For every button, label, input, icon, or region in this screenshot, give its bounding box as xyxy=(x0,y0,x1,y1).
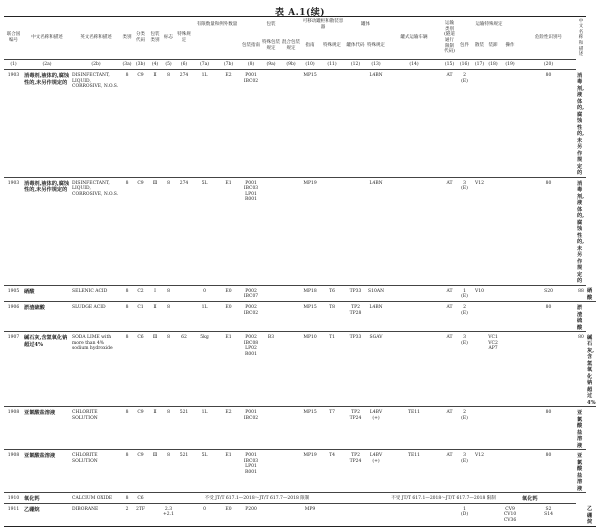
col-special-provisions: 特殊规定 xyxy=(175,17,193,60)
cell-class: 8 xyxy=(121,493,133,504)
cell-labels: 8 xyxy=(162,332,175,407)
cell-limited-qty: 5kg xyxy=(193,332,216,407)
cell-st-packages: 3 (E) xyxy=(457,177,472,285)
cell-tank-code: TP2 TP24 xyxy=(345,407,366,450)
cell-special-provisions: 274 xyxy=(175,70,193,178)
cell-excepted-qty: E0 xyxy=(216,302,241,332)
cell-st-packages: 1 (E) xyxy=(457,285,472,302)
col-transport-category: 运输类别(隧道通行限制代码) xyxy=(442,17,457,60)
cell-class: 8 xyxy=(121,332,133,407)
cell-un-number: 1910 xyxy=(4,493,23,504)
table-row xyxy=(4,407,596,450)
cell-st-loading xyxy=(487,302,499,332)
cell-name-cn: 氧化钙 xyxy=(23,493,71,504)
cell-special-provisions: 62 xyxy=(175,332,193,407)
page-title: 表 A.1(续) xyxy=(274,8,326,18)
cell-tank-code xyxy=(345,70,366,178)
not-subject-note: 不受 JT/T 617.1—2018～JT/T 617.7—2018 限制 xyxy=(148,493,366,504)
cell-name-en: DIBORANE xyxy=(71,503,121,526)
cell-labels: 8 xyxy=(162,450,175,493)
cell-vehicle xyxy=(386,503,442,526)
cell-mixed-packing xyxy=(281,70,301,178)
cell-st-bulk xyxy=(472,407,487,450)
dangerous-goods-table xyxy=(4,16,596,527)
cell-excepted-qty: E0 xyxy=(216,285,241,302)
cell-portable-special xyxy=(319,503,345,526)
table-row xyxy=(4,70,596,178)
cell-portable-special: T4 xyxy=(319,450,345,493)
cell-vehicle xyxy=(386,70,442,178)
cell-packing-instructions: P001 IBC03 LP01 R001 xyxy=(241,450,261,493)
table-body xyxy=(4,70,596,527)
cell-portable-special: T1 xyxy=(319,332,345,407)
col-tank-sp: 特殊规定 xyxy=(367,42,386,48)
cell-limited-qty: 5L xyxy=(193,177,216,285)
cell-packing-group: Ⅲ xyxy=(148,332,162,407)
cell-st-bulk xyxy=(472,302,487,332)
cell-name-en: CHLORITE SOLUTION xyxy=(71,407,121,450)
cell-name-en: CALCIUM OXIDE xyxy=(71,493,121,504)
cell-name-cn-2: 消毒剂,液体的,腐蚀性的,未另作规定的 xyxy=(576,70,586,178)
cell-mixed-packing xyxy=(281,177,301,285)
cell-hazard-id: S20 xyxy=(521,285,576,302)
cell-mixed-packing xyxy=(281,285,301,302)
cell-undefined: 硒酸 xyxy=(586,285,596,302)
cell-transport-category: AT xyxy=(442,302,457,332)
cell-tank-code: TP2 TP24 xyxy=(345,450,366,493)
cell-tank-code: TP33 xyxy=(345,285,366,302)
cell-un-number: 1903 xyxy=(4,177,23,285)
cell-transport-category xyxy=(442,503,457,526)
cell-packing-group: Ⅱ xyxy=(148,302,162,332)
cell-st-operation: CV9 CV10 CV36 xyxy=(499,503,521,526)
cell-limited-qty: 5L xyxy=(193,450,216,493)
cell-class: 8 xyxy=(121,407,133,450)
cell-special-packing xyxy=(261,70,281,178)
cell-portable-special: T7 xyxy=(319,407,345,450)
col-pack-sp: 特殊包装规定 xyxy=(262,39,280,51)
cell-st-operation xyxy=(499,407,521,450)
cell-class-code: C6 xyxy=(133,332,148,407)
cell-st-loading xyxy=(487,503,499,526)
table-row xyxy=(4,503,596,526)
table-row xyxy=(4,302,596,332)
cell-limited-qty: 1L xyxy=(193,302,216,332)
cell-name-en: SLUDGE ACID xyxy=(71,302,121,332)
cell-hazard-id: S2 S14 xyxy=(521,503,576,526)
cell-vehicle xyxy=(386,177,442,285)
col-portable-tank: 可移动罐柜和散装容器 xyxy=(301,17,345,33)
cell-excepted-qty: E0 xyxy=(216,503,241,526)
cell-vehicle: TE11 xyxy=(386,407,442,450)
cell-name-cn: 淤渣硫酸 xyxy=(23,302,71,332)
col-st-bulk: 散装 xyxy=(475,42,485,48)
column-number-row: (1) (2a) (2b) (3a) (3b) (4) (5) (6) (7a) (7b) (8) (9a) (9b) (10) (11) (12) (13) (14) (15) (16) (17) (18) (19) (20) xyxy=(4,60,596,70)
cell-special-packing xyxy=(261,285,281,302)
cell-special-packing xyxy=(261,450,281,493)
cell-vehicle xyxy=(386,302,442,332)
cell-undefined: 碱石灰,含氢氧化钠超过4% xyxy=(586,332,596,407)
cell-st-bulk xyxy=(472,332,487,407)
cell-vehicle xyxy=(386,332,442,407)
cell-portable-instructions: MP15 xyxy=(301,70,319,178)
cell-portable-special xyxy=(319,177,345,285)
cell-mixed-packing xyxy=(281,503,301,526)
cell-packing-group xyxy=(148,503,162,526)
cell-name-en: CHLORITE SOLUTION xyxy=(71,450,121,493)
cell-un-number: 1908 xyxy=(4,450,23,493)
col-vehicle: 罐式运输车辆 xyxy=(386,17,442,60)
cell-un-number: 1903 xyxy=(4,70,23,178)
col-class-code: 分类代码 xyxy=(133,17,148,60)
cell-special-provisions xyxy=(175,285,193,302)
cell-name-cn-2: 80 xyxy=(576,332,586,407)
cell-name-cn-2: 氧化钙 xyxy=(521,493,576,504)
cell-st-bulk: V12 xyxy=(472,450,487,493)
cell-class: 8 xyxy=(121,450,133,493)
cell-packing-group: Ⅲ xyxy=(148,177,162,285)
cell-portable-instructions: MP10 xyxy=(301,332,319,407)
cell-tank-special: L4BN xyxy=(366,302,386,332)
col-st-packages: 包件 xyxy=(460,42,470,48)
cell-tank-special: L4BN xyxy=(366,70,386,178)
cell-special-packing xyxy=(261,177,281,285)
cell-class: 8 xyxy=(121,285,133,302)
cell-transport-category: AT xyxy=(442,332,457,407)
cell-packing-instructions: P200 xyxy=(241,503,261,526)
cell-class: 8 xyxy=(121,302,133,332)
cell-tank-special: S10AN xyxy=(366,285,386,302)
cell-st-operation xyxy=(499,285,521,302)
cell-labels: 2.3 +2.1 xyxy=(162,503,175,526)
cell-special-provisions: 274 xyxy=(175,177,193,285)
col-special-transport: 运输特殊规定 xyxy=(457,17,521,33)
cell-st-bulk: V12 xyxy=(472,177,487,285)
cell-st-bulk xyxy=(472,70,487,178)
col-name-cn: 中文名称和描述 xyxy=(23,17,71,60)
cell-limited-qty: 0 xyxy=(193,503,216,526)
cell-portable-special xyxy=(319,70,345,178)
cell-excepted-qty: E2 xyxy=(216,70,241,178)
cell-un-number: 1908 xyxy=(4,407,23,450)
col-portable-instr: 指南 xyxy=(305,42,315,48)
cell-excepted-qty: E1 xyxy=(216,450,241,493)
cell-hazard-id: 80 xyxy=(521,407,576,450)
cell-name-cn-2 xyxy=(576,503,586,526)
cell-mixed-packing xyxy=(281,332,301,407)
cell-special-provisions xyxy=(175,503,193,526)
cell-transport-category: AT xyxy=(442,70,457,178)
cell-packing-group: Ⅲ xyxy=(148,450,162,493)
cell-tank-special: L4BN xyxy=(366,177,386,285)
col-pack-instr: 包装指南 xyxy=(242,42,260,48)
cell-portable-special: T8 xyxy=(319,302,345,332)
cell-special-provisions: 521 xyxy=(175,407,193,450)
cell-packing-group: Ⅰ xyxy=(148,285,162,302)
cell-name-cn-2: 消毒剂,液体的,腐蚀性的,未另作规定的 xyxy=(576,177,586,285)
cell-packing-group: Ⅱ xyxy=(148,407,162,450)
cell-labels: 8 xyxy=(162,70,175,178)
col-lq-a xyxy=(193,32,216,60)
cell-vehicle xyxy=(386,285,442,302)
cell-portable-instructions: MP15 xyxy=(301,407,319,450)
cell-name-cn-2: 88 xyxy=(576,285,586,302)
not-subject-note: 不受 JT/T 617.1—2018～JT/T 617.7—2018 限制 xyxy=(366,493,521,504)
cell-st-operation xyxy=(499,177,521,285)
cell-special-packing xyxy=(261,302,281,332)
cell-transport-category: AT xyxy=(442,407,457,450)
cell-packing-instructions: P001 IBC03 LP01 R001 xyxy=(241,177,261,285)
cell-special-provisions: 521 xyxy=(175,450,193,493)
cell-special-packing xyxy=(261,407,281,450)
cell-class-code: C9 xyxy=(133,177,148,285)
cell-undefined: 乙硼烷 xyxy=(586,503,596,526)
cell-portable-instructions: MP19 xyxy=(301,450,319,493)
cell-un-number: 1911 xyxy=(4,503,23,526)
col-packing-group: 包装类别 xyxy=(148,17,162,60)
cell-portable-instructions: MP9 xyxy=(301,503,319,526)
cell-class-code: C2 xyxy=(133,285,148,302)
cell-packing-group: Ⅱ xyxy=(148,70,162,178)
cell-name-cn: 消毒剂,液体的,腐蚀性的,未另作规定的 xyxy=(23,177,71,285)
cell-limited-qty: 1L xyxy=(193,407,216,450)
cell-hazard-id xyxy=(521,332,576,407)
cell-name-en: DISINFECTANT, LIQUID, CORROSIVE, N.O.S. xyxy=(71,177,121,285)
table-row xyxy=(4,285,596,302)
cell-name-cn-2: 淤渣硫酸 xyxy=(576,302,586,332)
col-class: 类别 xyxy=(121,17,133,60)
cell-portable-special: T6 xyxy=(319,285,345,302)
cell-name-cn: 亚氯酸盐溶液 xyxy=(23,407,71,450)
cell-tank-code xyxy=(345,503,366,526)
table-row xyxy=(4,332,596,407)
cell-st-bulk xyxy=(472,503,487,526)
cell-labels: 8 xyxy=(162,302,175,332)
cell-hazard-id: 80 xyxy=(521,450,576,493)
cell-tank-code xyxy=(345,177,366,285)
cell-limited-qty: 1L xyxy=(193,70,216,178)
col-labels: 标志 xyxy=(162,17,175,60)
col-st-loading: 装卸 xyxy=(488,42,498,48)
col-portable-sp: 特殊规定 xyxy=(323,42,342,48)
cell-packing-instructions: P002 IBC07 xyxy=(241,285,261,302)
cell-st-loading xyxy=(487,450,499,493)
cell-st-loading xyxy=(487,177,499,285)
cell-packing-instructions: P002 IBC08 LP02 R001 xyxy=(241,332,261,407)
cell-st-operation xyxy=(499,302,521,332)
cell-packing-instructions: P002 IBC02 xyxy=(241,302,261,332)
cell-name-cn: 硒酸 xyxy=(23,285,71,302)
cell-labels: 8 xyxy=(162,407,175,450)
cell-class-code: C1 xyxy=(133,302,148,332)
cell-tank-special: SGAV xyxy=(366,332,386,407)
cell-class: 8 xyxy=(121,70,133,178)
col-mixed-pack: 混合包装规定 xyxy=(282,39,301,51)
cell-name-cn-2: 亚氯酸盐溶液 xyxy=(576,450,586,493)
cell-tank-code: TP2 TP28 xyxy=(345,302,366,332)
cell-mixed-packing xyxy=(281,302,301,332)
cell-st-operation xyxy=(499,70,521,178)
cell-excepted-qty: E2 xyxy=(216,407,241,450)
cell-hazard-id: 80 xyxy=(521,302,576,332)
cell-class-code: C9 xyxy=(133,450,148,493)
cell-class: 8 xyxy=(121,177,133,285)
cell-packing-instructions: P001 IBC02 xyxy=(241,407,261,450)
col-limited-quantity: 有限数量和例外数量 xyxy=(193,17,241,33)
cell-class-code: 2TF xyxy=(133,503,148,526)
col-name-en: 英文名称和描述 xyxy=(71,17,121,60)
cell-st-bulk: V10 xyxy=(472,285,487,302)
cell-portable-instructions: MP15 xyxy=(301,302,319,332)
table-row xyxy=(4,450,596,493)
cell-st-loading xyxy=(487,407,499,450)
cell-labels: 8 xyxy=(162,285,175,302)
cell-class-code: C6 xyxy=(133,493,148,504)
col-st-operation: 操作 xyxy=(505,42,515,48)
cell-st-packages: 2 (E) xyxy=(457,407,472,450)
cell-st-loading xyxy=(487,285,499,302)
cell-tank-special: L4BV (+) xyxy=(366,450,386,493)
col-packaging: 包装 xyxy=(241,17,301,33)
cell-packing-instructions: P001 IBC02 xyxy=(241,70,261,178)
cell-name-en: SODA LIME with more than 4% sodium hydroxide xyxy=(71,332,121,407)
cell-excepted-qty: E1 xyxy=(216,332,241,407)
cell-st-operation xyxy=(499,332,521,407)
cell-un-number: 1905 xyxy=(4,285,23,302)
cell-limited-qty: 0 xyxy=(193,285,216,302)
cell-st-loading: VC1 VC2 AP7 xyxy=(487,332,499,407)
cell-st-packages: 1 (D) xyxy=(457,503,472,526)
cell-st-packages: 2 (E) xyxy=(457,302,472,332)
cell-hazard-id: 80 xyxy=(521,177,576,285)
cell-vehicle: TE11 xyxy=(386,450,442,493)
cell-class-code: C9 xyxy=(133,407,148,450)
cell-un-number: 1907 xyxy=(4,332,23,407)
cell-st-packages: 3 (E) xyxy=(457,332,472,407)
cell-special-packing: B3 xyxy=(261,332,281,407)
cell-portable-instructions: MP19 xyxy=(301,177,319,285)
header-row-1 xyxy=(4,17,596,33)
cell-hazard-id: 80 xyxy=(521,70,576,178)
col-tank: 罐体 xyxy=(345,17,386,33)
cell-transport-category: AT xyxy=(442,177,457,285)
cell-transport-category: AT xyxy=(442,450,457,493)
cell-name-en: SELENIC ACID xyxy=(71,285,121,302)
col-lq-b xyxy=(216,32,241,60)
cell-tank-code: TP33 xyxy=(345,332,366,407)
cell-name-en: DISINFECTANT, LIQUID, CORROSIVE, N.O.S. xyxy=(71,70,121,178)
cell-tank-special: L4BV (+) xyxy=(366,407,386,450)
cell-un-number: 1906 xyxy=(4,302,23,332)
cell-labels: 8 xyxy=(162,177,175,285)
cell-excepted-qty: E1 xyxy=(216,177,241,285)
cell-special-provisions xyxy=(175,302,193,332)
col-tank-code: 罐体代码 xyxy=(346,42,365,48)
cell-name-cn-2: 亚氯酸盐溶液 xyxy=(576,407,586,450)
cell-name-cn: 乙硼烷 xyxy=(23,503,71,526)
cell-mixed-packing xyxy=(281,450,301,493)
col-hazard-id: 危险性识别号 xyxy=(521,17,576,60)
cell-st-packages: 3 (E) xyxy=(457,450,472,493)
table-row xyxy=(4,493,596,504)
cell-name-cn: 碱石灰,含氢氧化钠超过4% xyxy=(23,332,71,407)
cell-class: 2 xyxy=(121,503,133,526)
cell-class-code: C9 xyxy=(133,70,148,178)
cell-portable-instructions: MP18 xyxy=(301,285,319,302)
cell-tank-special xyxy=(366,503,386,526)
cell-special-packing xyxy=(261,503,281,526)
cell-st-packages: 2 (E) xyxy=(457,70,472,178)
cell-st-loading xyxy=(487,70,499,178)
cell-name-cn: 亚氯酸盐溶液 xyxy=(23,450,71,493)
cell-mixed-packing xyxy=(281,407,301,450)
cell-name-cn: 消毒剂,液体的,腐蚀性的,未另作规定的 xyxy=(23,70,71,178)
col-un-number: 联合国编号 xyxy=(4,17,23,60)
table-row xyxy=(4,177,596,285)
cell-transport-category: AT xyxy=(442,285,457,302)
col-name-cn-2: 中文名称和描述 xyxy=(576,17,586,60)
cell-st-operation xyxy=(499,450,521,493)
